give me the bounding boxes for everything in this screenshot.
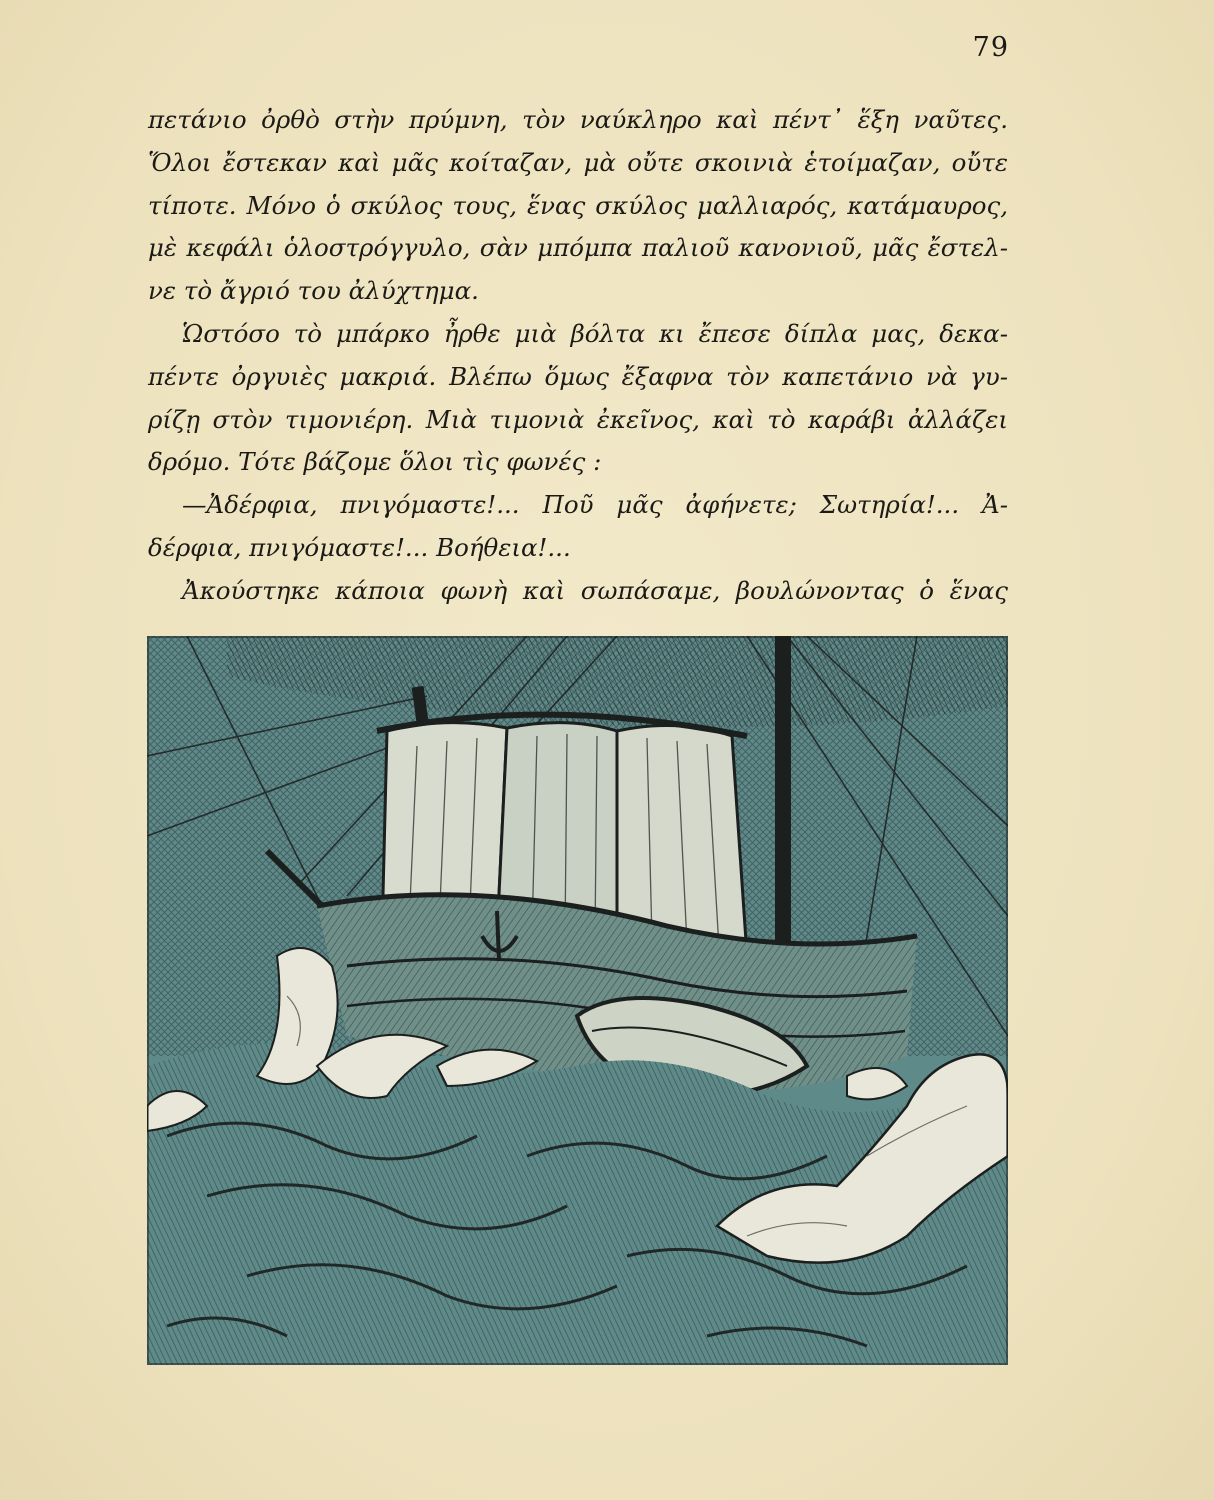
text-line: μὲ κεφάλι ὁλοστρόγγυλο, σὰν μπόμπα παλιοῦ κανονιοῦ, μᾶς ἔστελ-	[148, 233, 1008, 263]
text-line: Ἀκούστηκε κάποια φωνὴ καὶ σωπάσαμε, βουλώνοντας ὁ ἕνας	[182, 575, 1008, 605]
text-line: πέντε ὀργυιὲς μακριά. Βλέπω ὅμως ἔξαφνα τὸν καπετάνιο νὰ γυ-	[148, 361, 1008, 391]
text-line: τίποτε. Μόνο ὁ σκύλος τους, ἕνας σκύλος μαλλιαρός, κατάμαυρος,	[148, 190, 1008, 220]
text-line: —Ἀδέρφια, πνιγόμαστε!... Ποῦ μᾶς ἀφήνετε; Σωτηρία!... Ἀ-	[182, 490, 1008, 520]
text-line: δέρφια, πνιγόμαστε!... Βοήθεια!...	[148, 532, 571, 562]
text-line: πετάνιο ὀρθὸ στὴν πρύμνη, τὸν ναύκληρο καὶ πέντ᾽ ἕξη ναῦτες.	[148, 105, 1008, 134]
ship-storm-illustration	[147, 636, 1008, 1365]
text-line: Ὅλοι ἔστεκαν καὶ μᾶς κοίταζαν, μὰ οὔτε σκοινιὰ ἑτοίμαζαν, οὔτε	[148, 147, 1008, 177]
body-text	[148, 99, 1008, 613]
ship-storm-svg	[147, 636, 1008, 1365]
text-line: ρίζῃ στὸν τιμονιέρη. Μιὰ τιμονιὰ ἐκεῖνος, καὶ τὸ καράβι ἀλλάζει	[148, 404, 1008, 434]
text-line: Ὡστόσο τὸ μπάρκο ἦρθε μιὰ βόλτα κι ἔπεσε δίπλα μας, δεκα-	[182, 318, 1008, 348]
text-line: νε τὸ ἄγριό του ἀλύχτημα.	[148, 276, 479, 306]
text-line: δρόμο. Τότε βάζομε ὅλοι τὶς φωνές :	[148, 447, 602, 477]
page-number: 79	[972, 32, 1009, 63]
